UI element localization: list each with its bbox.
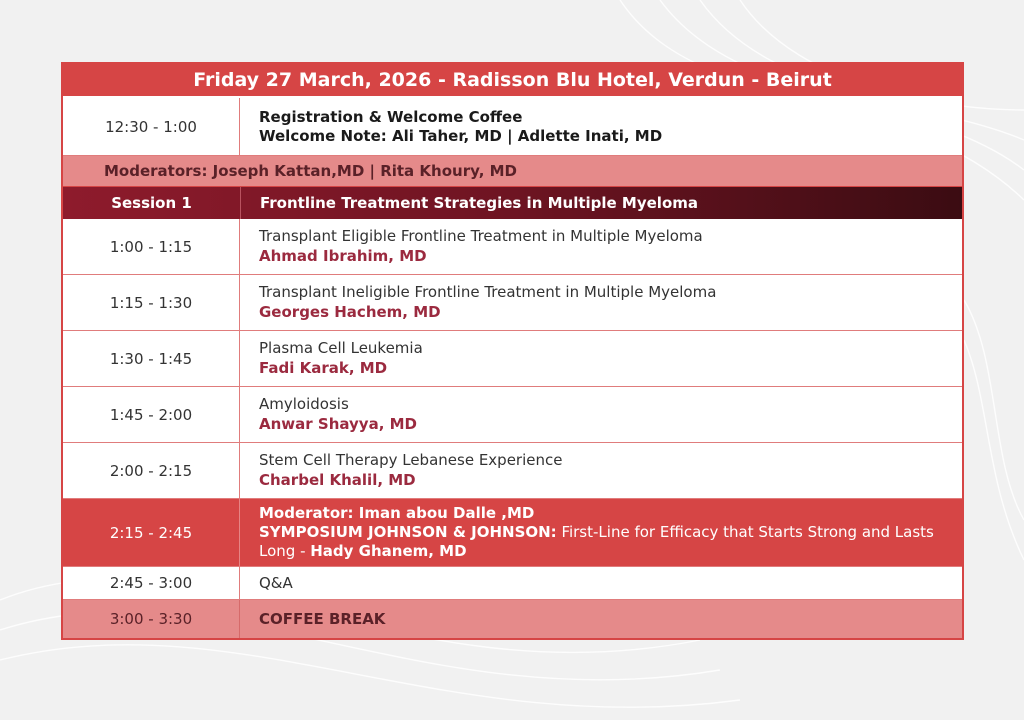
talk-title: Stem Cell Therapy Lebanese Experience <box>259 451 563 469</box>
symposium-moderator: Moderator: Iman abou Dalle ,MD <box>259 504 535 522</box>
session-title: Frontline Treatment Strategies in Multiple Myeloma <box>260 194 699 212</box>
content-cell <box>240 387 962 442</box>
agenda-table <box>61 62 964 640</box>
welcome-note-text: Welcome Note: Ali Taher, MD | Adlette Inati, MD <box>259 126 663 145</box>
coffee-break-row <box>63 600 962 638</box>
talk-title: Amyloidosis <box>259 395 349 413</box>
table-row-registration <box>63 98 962 156</box>
time-cell: 1:30 - 1:45 <box>63 331 240 386</box>
speaker-name: Ahmad Ibrahim, MD <box>259 247 427 265</box>
session-label: Session 1 <box>63 187 241 219</box>
agenda-day-title: Friday 27 March, 2026 - Radisson Blu Hotel, Verdun - Beirut <box>63 64 962 98</box>
time-cell: 12:30 - 1:00 <box>63 98 240 155</box>
talk-title: Plasma Cell Leukemia <box>259 339 423 357</box>
table-row <box>63 331 962 387</box>
table-row <box>63 387 962 443</box>
content-cell <box>240 499 962 566</box>
table-row <box>63 219 962 275</box>
content-cell: COFFEE BREAK <box>259 610 386 628</box>
time-cell: 2:15 - 2:45 <box>63 499 240 566</box>
time-cell: 1:15 - 1:30 <box>63 275 240 330</box>
content-cell <box>240 443 962 498</box>
session-header-row <box>63 187 962 219</box>
time-cell: 2:45 - 3:00 <box>63 567 240 599</box>
qa-row <box>63 567 962 600</box>
content-cell <box>240 331 962 386</box>
talk-title: Transplant Ineligible Frontline Treatment in Multiple Myeloma <box>259 283 717 301</box>
time-cell: 2:00 - 2:15 <box>63 443 240 498</box>
table-row <box>63 443 962 499</box>
speaker-name: Georges Hachem, MD <box>259 303 441 321</box>
symposium-speaker: Hady Ghanem, MD <box>310 542 467 560</box>
symposium-row <box>63 499 962 567</box>
time-cell: 3:00 - 3:30 <box>63 600 240 638</box>
symposium-description <box>259 523 962 561</box>
registration-text: Registration & Welcome Coffee <box>259 107 523 126</box>
speaker-name: Anwar Shayya, MD <box>259 415 418 433</box>
symposium-title: First-Line for Efficacy that Starts Strong and Lasts Long - <box>259 523 934 560</box>
time-cell: 1:45 - 2:00 <box>63 387 240 442</box>
talk-title: Transplant Eligible Frontline Treatment in Multiple Myeloma <box>259 227 703 245</box>
content-cell <box>240 275 962 330</box>
content-cell: Q&A <box>259 574 293 592</box>
moderators-row: Moderators: Joseph Kattan,MD | Rita Khoury, MD <box>63 156 962 187</box>
symposium-sponsor: SYMPOSIUM JOHNSON & JOHNSON: <box>259 523 557 541</box>
speaker-name: Fadi Karak, MD <box>259 359 388 377</box>
speaker-name: Charbel Khalil, MD <box>259 471 416 489</box>
content-cell <box>240 219 962 274</box>
time-cell: 1:00 - 1:15 <box>63 219 240 274</box>
content-cell <box>240 98 962 155</box>
table-row <box>63 275 962 331</box>
